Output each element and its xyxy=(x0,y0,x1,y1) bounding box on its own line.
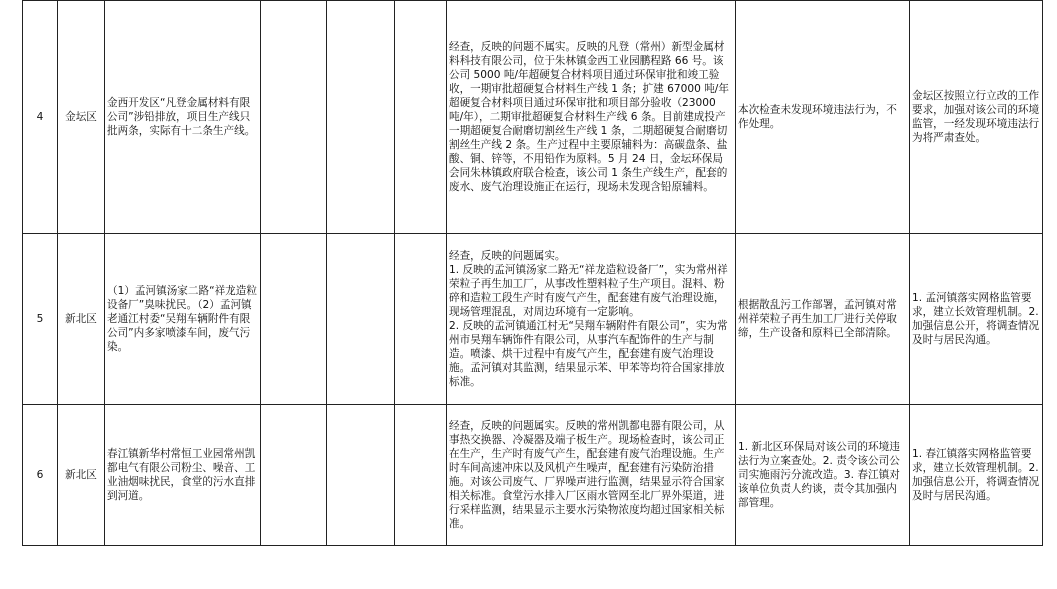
verification-paragraph: 1. 反映的孟河镇汤家二路无“祥龙造粒设备厂”，实为常州祥荣粒子再生加工厂，从事改性塑料粒子生产项目。混料、粉碎和造粒工段生产时有废气产生，配套建有废气治理设施，现场管理混乱，对周边环境有一定影响。 xyxy=(449,264,728,318)
empty-cell xyxy=(261,1,327,234)
followup-cell: 1. 孟河镇落实网格监管要求，建立长效管理机制。2. 加强信息公开，将调查情况及时与居民沟通。 xyxy=(910,234,1043,405)
followup-cell: 金坛区按照立行立改的工作要求，加强对该公司的环境监管，一经发现环境违法行为将严肃查处。 xyxy=(910,1,1043,234)
verification-paragraph: 经查，反映的问题属实。反映的常州凯都电器有限公司，从事热交换器、冷凝器及端子板生产。现场检查时，该公司正在生产，生产时有废气产生，配套建有废气治理设施。生产时车间高速冲床以及风机产生噪声，配套建有污染防治措施。对该公司废气、厂界噪声进行监测，结果显示符合国家相关标准。食堂污水排入厂区雨水管网至北厂界外渠道，进行采样监测，结果显示主要水污染物浓度均超过国家相关标准。 xyxy=(449,420,725,530)
table-row xyxy=(23,234,1043,405)
complaint-cell: 金西开发区“凡登金属材料有限公司”涉铅排放，项目生产线只批两条，实际有十二条生产线。 xyxy=(105,1,261,234)
row-number: 4 xyxy=(23,1,58,234)
district-cell: 金坛区 xyxy=(58,1,105,234)
row-number: 6 xyxy=(23,405,58,546)
verification-cell xyxy=(447,1,736,234)
empty-cell xyxy=(327,405,395,546)
table-row xyxy=(23,1,1043,234)
followup-cell: 1. 春江镇落实网格监管要求，建立长效管理机制。2. 加强信息公开，将调查情况及时与居民沟通。 xyxy=(910,405,1043,546)
handling-cell: 1. 新北区环保局对该公司的环境违法行为立案查处。2. 责令该公司公司实施雨污分流改造。3. 春江镇对该单位负责人约谈，责令其加强内部管理。 xyxy=(736,405,910,546)
empty-cell xyxy=(395,234,447,405)
complaint-cell: 春江镇新华村常恒工业园常州凯都电气有限公司粉尘、噪音、工业油烟味扰民，食堂的污水直排到河道。 xyxy=(105,405,261,546)
empty-cell xyxy=(395,405,447,546)
verification-paragraph: 经查，反映的问题属实。 xyxy=(449,250,566,262)
complaint-cell: （1）孟河镇汤家二路“祥龙造粒设备厂”臭味扰民。（2）孟河镇老通江村委“吴翔车辆附件有限公司”内多家喷漆车间，废气污染。 xyxy=(105,234,261,405)
verification-cell xyxy=(447,405,736,546)
district-cell: 新北区 xyxy=(58,234,105,405)
row-number: 5 xyxy=(23,234,58,405)
table-row xyxy=(23,405,1043,546)
empty-cell xyxy=(327,1,395,234)
empty-cell xyxy=(261,234,327,405)
handling-cell: 本次检查未发现环境违法行为，不作处理。 xyxy=(736,1,910,234)
empty-cell xyxy=(395,1,447,234)
verification-cell xyxy=(447,234,736,405)
empty-cell xyxy=(261,405,327,546)
district-cell: 新北区 xyxy=(58,405,105,546)
verification-paragraph: 2. 反映的孟河镇通江村无“吴翔车辆附件有限公司”，实为常州市昊翔车辆饰件有限公司，从事汽车配饰件的生产与制造。喷漆、烘干过程中有废气产生，配套建有废气治理设施。孟河镇对其监测，结果显示苯、甲苯等均符合国家排放标准。 xyxy=(449,320,728,388)
verification-paragraph: 经查，反映的问题不属实。反映的凡登（常州）新型金属材料科技有限公司，位于朱林镇金西工业园鹏程路 66 号。该公司 5000 吨/年超硬复合材料项目通过环保审批和竣工验收，一期审批超硬复合材料生产线 1 条；扩建 67000 吨/年超硬复合材料项目通过环保审批和项目部分验收（23000 吨/年），二期审批超硬复合材料生产线 6 条。目前建成投产一期超硬复合耐磨切割丝生产线 1 条，二期超硬复合耐磨切割丝生产线 2 条。生产过程中主要原辅料为：高碳盘条、盐酸、铜、锌等，不用铅作为原料。5 月 24 日，金坛环保局会同朱林镇政府联合检查，该公司 1 条生产线生产，配套的废水、废气治理设施正在运行，现场未发现含铅原辅料。 xyxy=(449,41,729,193)
empty-cell xyxy=(327,234,395,405)
handling-cell: 根据散乱污工作部署，孟河镇对常州祥荣粒子再生加工厂进行关停取缔，生产设备和原料已全部清除。 xyxy=(736,234,910,405)
inspection-table xyxy=(22,0,1043,546)
